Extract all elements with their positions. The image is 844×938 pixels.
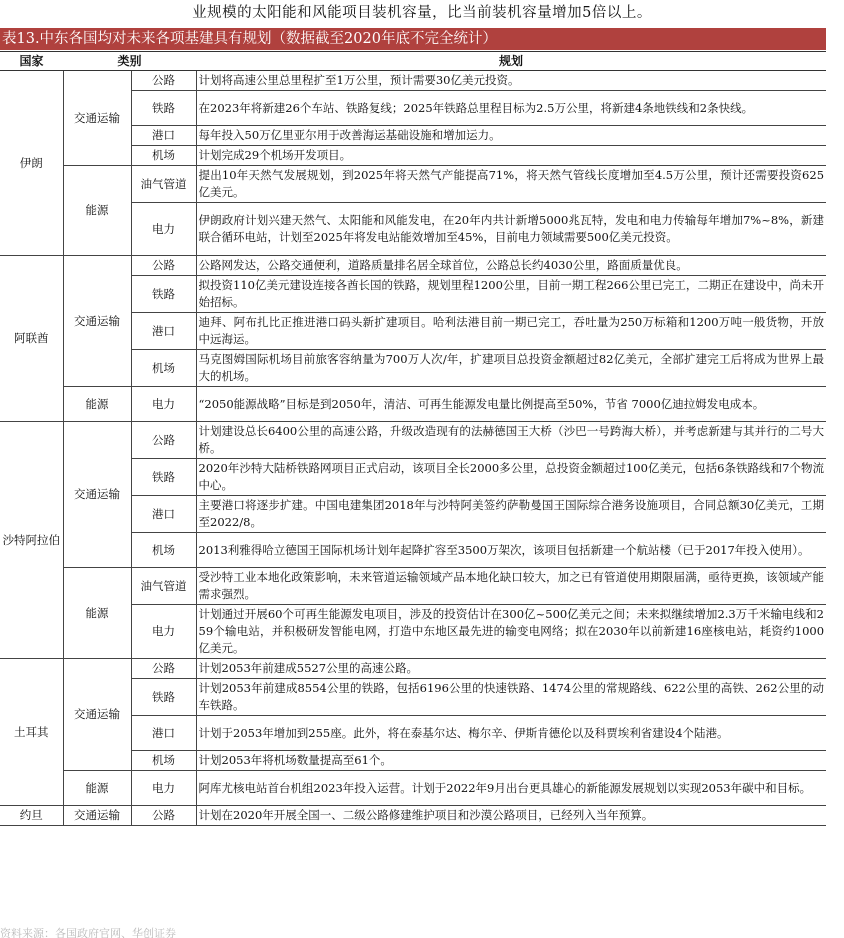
header-country: 国家	[0, 52, 63, 71]
plan-description-cell: 计划完成29个机场开发项目。	[196, 146, 826, 166]
table-row	[0, 422, 826, 459]
subcategory-cell: 油气管道	[131, 166, 196, 203]
category-cell: 能源	[63, 166, 131, 256]
subcategory-cell: 电力	[131, 203, 196, 256]
plan-description-cell: 计划建设总长6400公里的高速公路，升级改造现有的法赫德国王大桥（沙巴一号跨海大桥），并考虑新建与其并行的二号大桥。	[196, 422, 826, 459]
plan-description-cell: 2020年沙特大陆桥铁路网项目正式启动，该项目全长2000多公里，总投资金额超过100亿美元，包括6条铁路线和7个物流中心。	[196, 459, 826, 496]
category-cell: 能源	[63, 771, 131, 806]
subcategory-cell: 公路	[131, 422, 196, 459]
table-row	[0, 568, 826, 605]
category-cell: 交通运输	[63, 659, 131, 771]
subcategory-cell: 港口	[131, 716, 196, 751]
category-cell: 交通运输	[63, 806, 131, 826]
subcategory-cell: 港口	[131, 313, 196, 350]
category-cell: 能源	[63, 568, 131, 659]
subcategory-cell: 铁路	[131, 459, 196, 496]
plan-description-cell: 迪拜、阿布扎比正推进港口码头新扩建项目。哈利法港目前一期已完工，吞吐量为250万标箱和1200万吨一般货物，开放中远海运。	[196, 313, 826, 350]
plan-description-cell: 计划2053年前建成8554公里的铁路，包括6196公里的快速铁路、1474公里的常规路线、622公里的高铁、262公里的动车铁路。	[196, 679, 826, 716]
plan-description-cell: 阿库尤核电站首台机组2023年投入运营。计划于2022年9月出台更具雄心的新能源发展规划以实现2053年碳中和目标。	[196, 771, 826, 806]
plan-description-cell: 拟投资110亿美元建设连接各酋长国的铁路，规划里程1200公里，目前一期工程266公里已完工，二期正在建设中，尚未开始招标。	[196, 276, 826, 313]
subcategory-cell: 机场	[131, 350, 196, 387]
plan-description-cell: “2050能源战略”目标是到2050年，清洁、可再生能源发电量比例提高至50%，节省 7000亿迪拉姆发电成本。	[196, 387, 826, 422]
header-category: 类别	[63, 52, 196, 71]
table-row	[0, 256, 826, 276]
subcategory-cell: 电力	[131, 771, 196, 806]
table-header-row	[0, 52, 826, 71]
plan-description-cell: 马克图姆国际机场目前旅客容纳量为700万人次/年，扩建项目总投资金额超过82亿美元，全部扩建完工后将成为世界上最大的机场。	[196, 350, 826, 387]
country-cell: 土耳其	[0, 659, 63, 806]
infrastructure-plan-table	[0, 51, 826, 826]
subcategory-cell: 电力	[131, 605, 196, 659]
plan-description-cell: 受沙特工业本地化政策影响，未来管道运输领域产品本地化缺口较大，加之已有管道使用期限届满，亟待更换，该领域产能需求强烈。	[196, 568, 826, 605]
subcategory-cell: 铁路	[131, 276, 196, 313]
plan-description-cell: 计划2053年将机场数量提高至61个。	[196, 751, 826, 771]
table-row	[0, 166, 826, 203]
plan-description-cell: 计划2053年前建成5527公里的高速公路。	[196, 659, 826, 679]
table-title: 表13.中东各国均对未来各项基建具有规划（数据截至2020年底不完全统计）	[0, 28, 826, 50]
subcategory-cell: 公路	[131, 806, 196, 826]
subcategory-cell: 铁路	[131, 91, 196, 126]
category-cell: 交通运输	[63, 71, 131, 166]
table-row	[0, 806, 826, 826]
subcategory-cell: 公路	[131, 71, 196, 91]
table-row	[0, 771, 826, 806]
country-cell: 沙特阿拉伯	[0, 422, 63, 659]
subcategory-cell: 公路	[131, 659, 196, 679]
plan-description-cell: 在2023年将新建26个车站、铁路复线；2025年铁路总里程目标为2.5万公里，将新建4条地铁线和2条快线。	[196, 91, 826, 126]
subcategory-cell: 港口	[131, 126, 196, 146]
subcategory-cell: 机场	[131, 751, 196, 771]
preceding-paragraph: 业规模的太阳能和风能项目装机容量，比当前装机容量增加5倍以上。	[192, 5, 652, 21]
plan-description-cell: 提出10年天然气发展规划，到2025年将天然气产能提高71%，将天然气管线长度增加至4.5万公里，预计还需要投资625亿美元。	[196, 166, 826, 203]
table-row	[0, 659, 826, 679]
plan-description-cell: 计划在2020年开展全国一、二级公路修建维护项目和沙漠公路项目，已经列入当年预算。	[196, 806, 826, 826]
country-cell: 伊朗	[0, 71, 63, 256]
country-cell: 阿联酋	[0, 256, 63, 422]
subcategory-cell: 油气管道	[131, 568, 196, 605]
subcategory-cell: 公路	[131, 256, 196, 276]
plan-description-cell: 计划将高速公里总里程扩至1万公里，预计需要30亿美元投资。	[196, 71, 826, 91]
table-row	[0, 71, 826, 91]
subcategory-cell: 机场	[131, 533, 196, 568]
plan-description-cell: 主要港口将逐步扩建。中国电建集团2018年与沙特阿美签约萨勒曼国王国际综合港务设施项目，合同总额30亿美元，工期至2022/8。	[196, 496, 826, 533]
plan-description-cell: 计划通过开展60个可再生能源发电项目，涉及的投资估计在300亿~500亿美元之间；未来拟继续增加2.3万千米输电线和259个输电站，并积极研发智能电网，打造中东地区最先进的输变电网络；拟在2030年以前新建16座核电站，耗资约1000亿美元。	[196, 605, 826, 659]
plan-description-cell: 伊朗政府计划兴建天然气、太阳能和风能发电，在20年内共计新增5000兆瓦特，发电和电力传输每年增加7%~8%，新建联合循环电站，计划至2025年将发电站能效增加至45%，目前电力领域需要500亿美元投资。	[196, 203, 826, 256]
header-plan: 规划	[196, 52, 826, 71]
plan-description-cell: 每年投入50万亿里亚尔用于改善海运基础设施和增加运力。	[196, 126, 826, 146]
subcategory-cell: 电力	[131, 387, 196, 422]
subcategory-cell: 港口	[131, 496, 196, 533]
plan-description-cell: 公路网发达，公路交通便利，道路质量排名居全球首位，公路总长约4030公里，路面质量优良。	[196, 256, 826, 276]
country-cell: 约旦	[0, 806, 63, 826]
plan-description-cell: 2013利雅得哈立德国王国际机场计划年起降扩容至3500万架次，该项目包括新建一个航站楼（已于2017年投入使用）。	[196, 533, 826, 568]
table-row	[0, 387, 826, 422]
category-cell: 能源	[63, 387, 131, 422]
plan-description-cell: 计划于2053年增加到255座。此外，将在泰基尔达、梅尔辛、伊斯肯德伦以及科贾埃利省建设4个陆港。	[196, 716, 826, 751]
category-cell: 交通运输	[63, 256, 131, 387]
subcategory-cell: 机场	[131, 146, 196, 166]
source-note: 资料来源：各国政府官网、华创证券	[0, 927, 176, 938]
category-cell: 交通运输	[63, 422, 131, 568]
subcategory-cell: 铁路	[131, 679, 196, 716]
